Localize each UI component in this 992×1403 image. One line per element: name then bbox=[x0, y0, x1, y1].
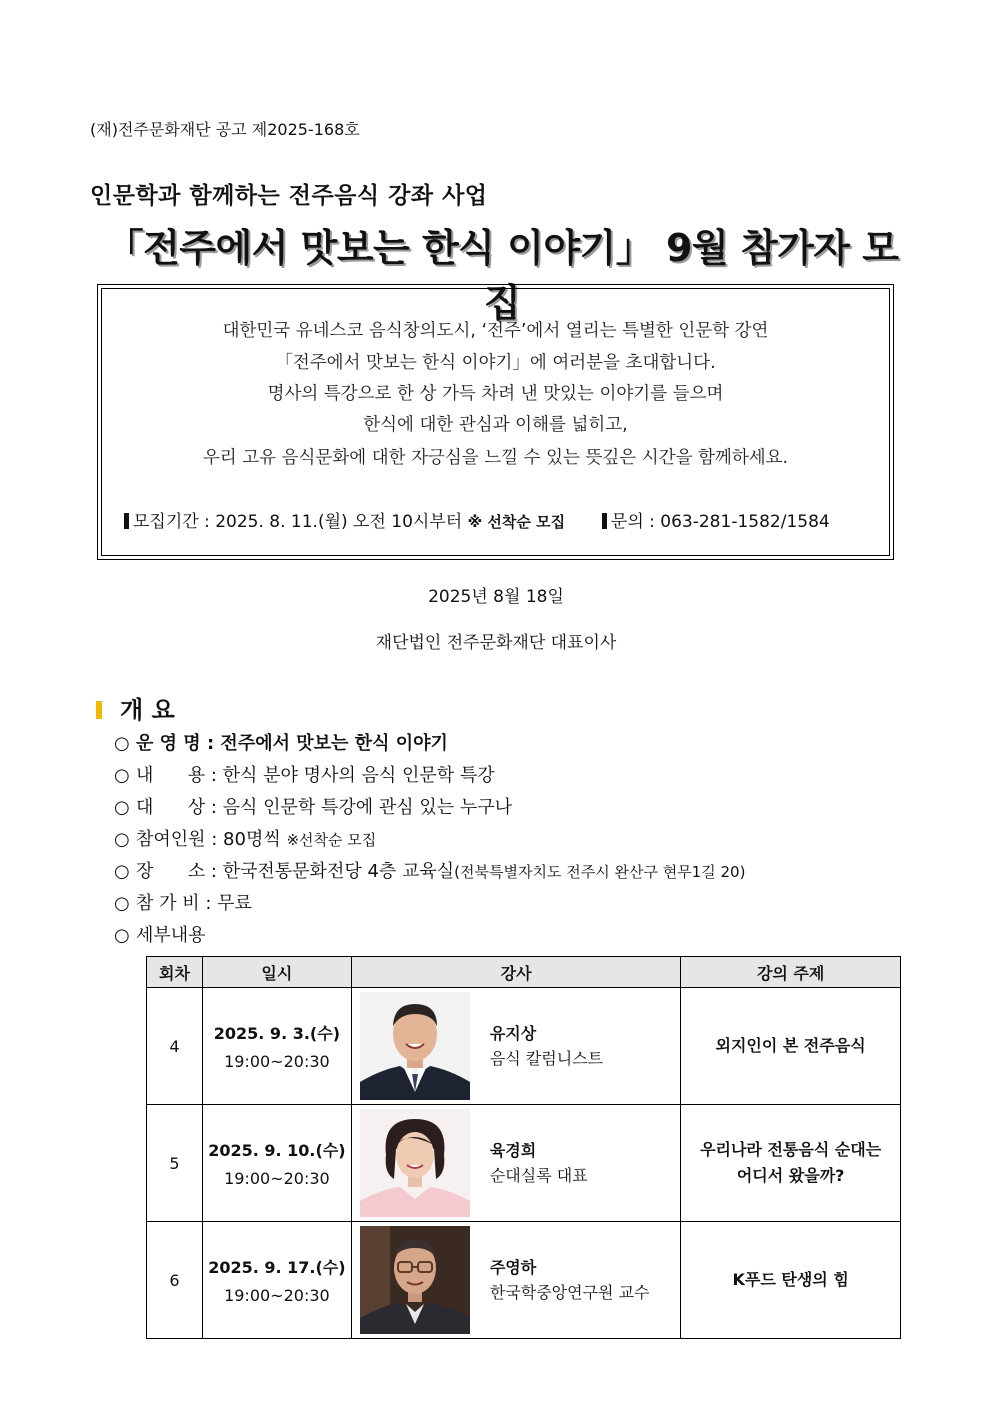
item-text: 대 상 : 음식 인문학 특강에 관심 있는 누구나 bbox=[136, 797, 513, 818]
intro-line: 우리 고유 음식문화에 대한 자긍심을 느낄 수 있는 뜻깊은 시간을 함께하세요. bbox=[202, 448, 789, 468]
table-row bbox=[147, 988, 901, 1105]
session-time: 19:00~20:30 bbox=[224, 1052, 330, 1071]
lecturer-cell bbox=[351, 1222, 680, 1339]
session-number: 6 bbox=[147, 1222, 203, 1339]
overview-item-place bbox=[114, 857, 745, 883]
circle-bullet-icon: ○ bbox=[114, 797, 130, 818]
item-note: ※선착순 모집 bbox=[286, 831, 377, 849]
intro-box bbox=[97, 284, 894, 560]
overview-item-target bbox=[114, 793, 512, 819]
session-datetime bbox=[202, 988, 351, 1105]
header-session: 회차 bbox=[147, 957, 203, 988]
session-date: 2025. 9. 10.(수) bbox=[208, 1141, 346, 1160]
overview-item-capacity bbox=[114, 825, 376, 851]
subtitle: 인문학과 함께하는 전주음식 강좌 사업 bbox=[90, 183, 488, 209]
overview-item-name bbox=[114, 729, 448, 755]
session-number: 5 bbox=[147, 1105, 203, 1222]
lecturer-photo bbox=[360, 1109, 470, 1217]
session-number: 4 bbox=[147, 988, 203, 1105]
page-title: 「전주에서 맛보는 한식 이야기」 9월 참가자 모집 bbox=[105, 226, 899, 325]
circle-bullet-icon: ○ bbox=[114, 829, 130, 850]
circle-bullet-icon: ○ bbox=[114, 893, 130, 914]
section-heading-text: 개 요 bbox=[120, 696, 175, 724]
lecture-topic-line: 어디서 왔을까? bbox=[736, 1166, 845, 1185]
item-text: 장 소 : 한국전통문화전당 4층 교육실 bbox=[136, 861, 455, 882]
organization: 재단법인 전주문화재단 대표이사 bbox=[375, 633, 617, 653]
lecturer-role: 순대실록 대표 bbox=[489, 1166, 588, 1185]
item-text: 운 영 명 : 전주에서 맛보는 한식 이야기 bbox=[136, 733, 448, 754]
lecturer-cell bbox=[351, 1105, 680, 1222]
circle-bullet-icon: ○ bbox=[114, 733, 130, 754]
session-datetime bbox=[202, 1222, 351, 1339]
lecture-topic: 외지인이 본 전주음식 bbox=[681, 988, 901, 1105]
section-heading bbox=[96, 690, 175, 725]
lecturer-photo bbox=[360, 992, 470, 1100]
table-row bbox=[147, 1105, 901, 1222]
header-datetime: 일시 bbox=[202, 957, 351, 988]
intro-line: 명사의 특강으로 한 상 가득 차려 낸 맛있는 이야기를 들으며 bbox=[267, 384, 724, 404]
item-note: (전북특별자치도 전주시 완산구 현무1길 20) bbox=[454, 863, 746, 881]
circle-bullet-icon: ○ bbox=[114, 765, 130, 786]
notice-number: (재)전주문화재단 공고 제2025-168호 bbox=[90, 120, 360, 139]
lecture-topic: K푸드 탄생의 힘 bbox=[681, 1222, 901, 1339]
header-topic: 강의 주제 bbox=[681, 957, 901, 988]
section-bar-icon bbox=[96, 701, 102, 719]
intro-line: 「전주에서 맛보는 한식 이야기」에 여러분을 초대합니다. bbox=[275, 353, 716, 373]
item-text: 참 가 비 : 무료 bbox=[136, 893, 252, 914]
lecturer-name: 육경희 bbox=[489, 1141, 537, 1160]
table-row bbox=[147, 1222, 901, 1339]
intro-line: 한식에 대한 관심과 이해를 넓히고, bbox=[363, 415, 628, 435]
header-lecturer: 강사 bbox=[351, 957, 680, 988]
lecture-topic-line: 우리나라 전통음식 순대는 bbox=[700, 1140, 882, 1159]
item-text: 내 용 : 한식 분야 명사의 음식 인문학 특강 bbox=[136, 765, 495, 786]
schedule-table bbox=[146, 956, 901, 1339]
overview-item-details bbox=[114, 921, 206, 947]
item-text: 세부내용 bbox=[136, 925, 206, 946]
circle-bullet-icon: ○ bbox=[114, 925, 130, 946]
lecturer-role: 한국학중앙연구원 교수 bbox=[489, 1283, 650, 1302]
lecturer-cell bbox=[351, 988, 680, 1105]
recruit-note: ※ 선착순 모집 bbox=[467, 513, 566, 531]
session-date: 2025. 9. 17.(수) bbox=[208, 1258, 346, 1277]
circle-bullet-icon: ○ bbox=[114, 861, 130, 882]
recruit-period: 모집기간 : 2025. 8. 11.(월) 오전 10시부터 bbox=[133, 512, 463, 532]
lecturer-name: 유지상 bbox=[489, 1024, 537, 1043]
session-time: 19:00~20:30 bbox=[224, 1169, 330, 1188]
square-bullet-icon bbox=[602, 513, 607, 529]
square-bullet-icon bbox=[124, 513, 129, 529]
table-header-row bbox=[147, 957, 901, 988]
overview-item-fee bbox=[114, 889, 252, 915]
session-date: 2025. 9. 3.(수) bbox=[213, 1024, 341, 1043]
item-text: 참여인원 : 80명씩 bbox=[136, 829, 287, 850]
session-time: 19:00~20:30 bbox=[224, 1286, 330, 1305]
lecture-topic bbox=[681, 1105, 901, 1222]
inquiry-phone: 문의 : 063-281-1582/1584 bbox=[610, 512, 830, 532]
session-datetime bbox=[202, 1105, 351, 1222]
intro-line: 대한민국 유네스코 음식창의도시, ‘전주’에서 열리는 특별한 인문학 강연 bbox=[222, 321, 769, 341]
lecturer-photo bbox=[360, 1226, 470, 1334]
recruit-info bbox=[124, 507, 830, 532]
lecturer-role: 음식 칼럼니스트 bbox=[489, 1049, 604, 1068]
notice-date: 2025년 8월 18일 bbox=[428, 587, 564, 607]
lecturer-name: 주영하 bbox=[489, 1258, 537, 1277]
overview-item-content bbox=[114, 761, 495, 787]
